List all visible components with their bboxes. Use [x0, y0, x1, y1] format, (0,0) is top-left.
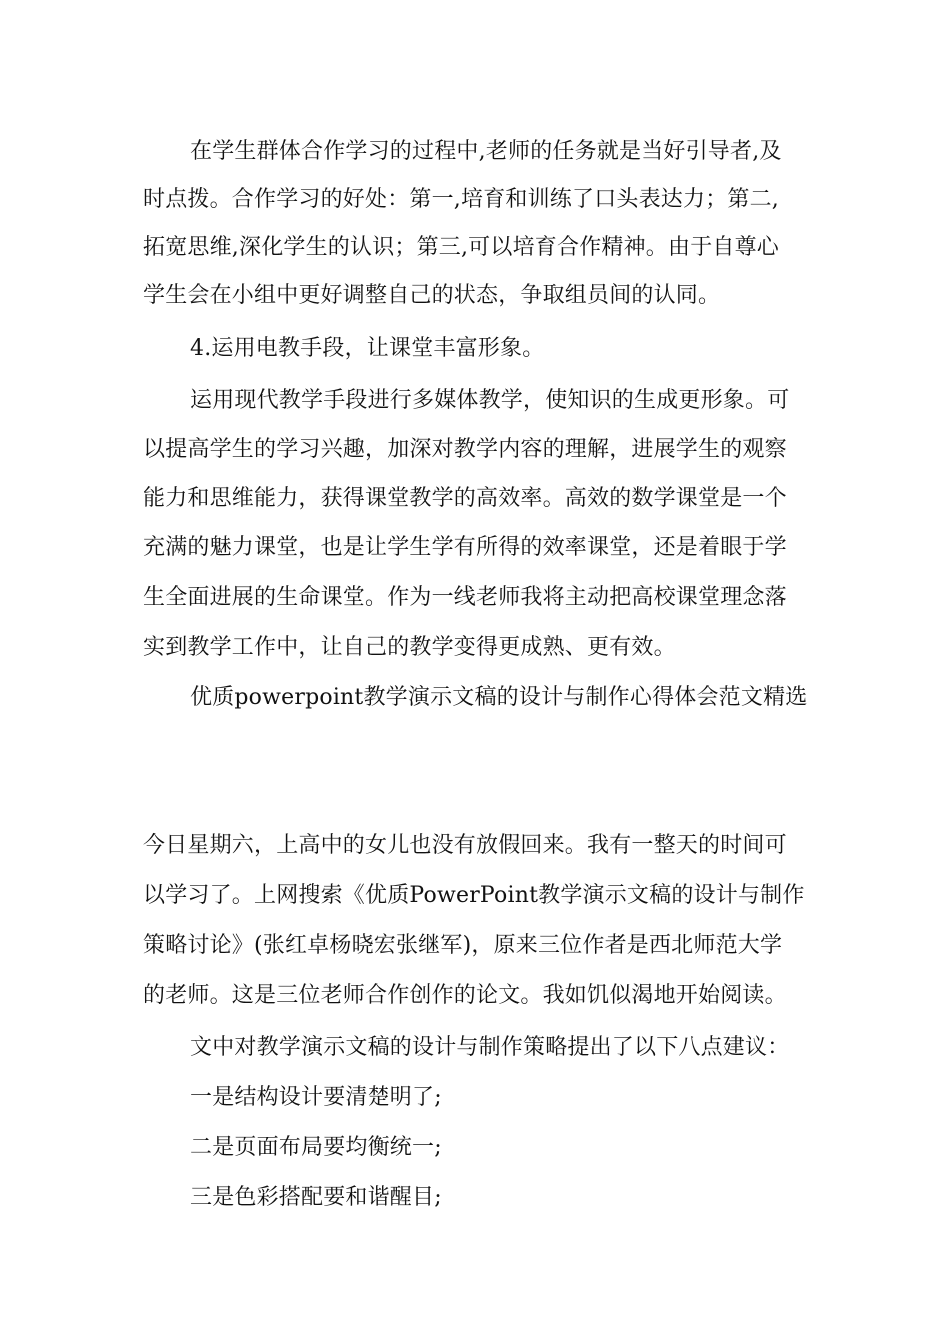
- list-item: 三是色彩搭配要和谐醒目;: [190, 1185, 442, 1210]
- paragraph-line: 文中对教学演示文稿的设计与制作策略提出了以下八点建议：: [190, 1035, 790, 1060]
- paragraph-line: 今日星期六，上高中的女儿也没有放假回来。我有一整天的时间可: [143, 833, 787, 858]
- paragraph-line: 运用现代教学手段进行多媒体教学，使知识的生成更形象。可: [190, 388, 790, 413]
- paragraph-line: 生全面进展的生命课堂。作为一线老师我将主动把高校课堂理念落: [143, 585, 787, 610]
- paragraph-line: 以提高学生的学习兴趣，加深对教学内容的理解，进展学生的观察: [143, 437, 787, 462]
- paragraph-line: 能力和思维能力，获得课堂教学的高效率。高效的数学课堂是一个: [143, 486, 787, 511]
- paragraph-line: 在学生群体合作学习的过程中,老师的任务就是当好引导者,及: [190, 139, 782, 164]
- paragraph-line: 实到教学工作中，让自己的教学变得更成熟、更有效。: [143, 635, 676, 660]
- paragraph-line: 充满的魅力课堂，也是让学生学有所得的效率课堂，还是着眼于学: [143, 535, 787, 560]
- section-heading: 4.运用电教手段，让课堂丰富形象。: [190, 336, 545, 361]
- list-item: 一是结构设计要清楚明了;: [190, 1085, 442, 1110]
- paragraph-line: 拓宽思维,深化学生的认识；第三,可以培育合作精神。由于自尊心: [143, 235, 779, 260]
- paragraph-line: 时点拨。合作学习的好处：第一,培育和训练了口头表达力；第二,: [143, 187, 779, 212]
- list-item: 二是页面布局要均衡统一;: [190, 1135, 442, 1160]
- paragraph-line: 以学习了。上网搜索《优质PowerPoint教学演示文稿的设计与制作: [143, 883, 805, 908]
- paragraph-line: 的老师。这是三位老师合作创作的论文。我如饥似渴地开始阅读。: [143, 983, 787, 1008]
- paragraph-line: 策略讨论》(张红卓杨晓宏张继军)，原来三位作者是西北师范大学: [143, 933, 783, 958]
- paragraph-line: 学生会在小组中更好调整自己的状态，争取组员间的认同。: [143, 283, 721, 308]
- article-title: 优质powerpoint教学演示文稿的设计与制作心得体会范文精选: [190, 685, 808, 710]
